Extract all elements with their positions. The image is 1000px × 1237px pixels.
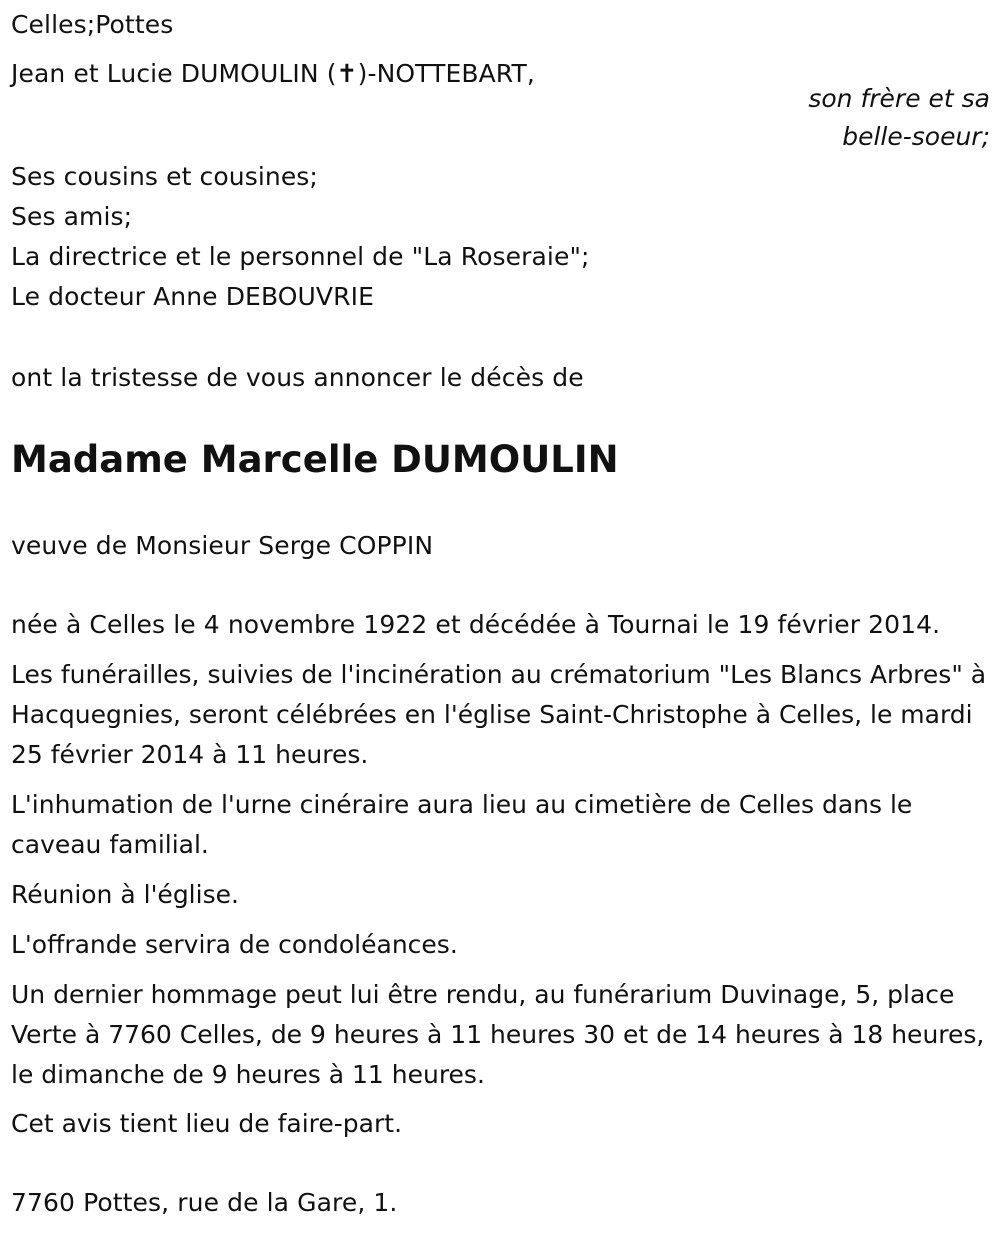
funeral-paragraph: Les funérailles, suivies de l'incinération au crématorium "Les Blancs Arbres" à Hacquegnies, seront célébrées en l'église Saint-Christophe à Celles, le mardi 25 février 2014 à 11 heures. xyxy=(11,660,987,769)
places-heading: Celles;Pottes xyxy=(11,10,174,39)
address-line: 7760 Pottes, rue de la Gare, 1. xyxy=(11,1188,398,1217)
spouse-line: veuve de Monsieur Serge COPPIN xyxy=(11,531,434,560)
announcement-text: ont la tristesse de vous annoncer le décès de xyxy=(11,363,584,392)
burial-paragraph: L'inhumation de l'urne cinéraire aura lieu au cimetière de Celles dans le caveau familial. xyxy=(11,790,913,859)
offering-paragraph: L'offrande servira de condoléances. xyxy=(11,930,458,959)
relation-line-1: son frère et sa xyxy=(808,84,990,113)
mourner-cousins: Ses cousins et cousines; xyxy=(11,162,318,191)
mourner-roseraie-staff: La directrice et le personnel de "La Roseraie"; xyxy=(11,242,590,271)
meeting-paragraph: Réunion à l'église. xyxy=(11,880,239,909)
mourner-friends: Ses amis; xyxy=(11,202,133,231)
brother-names: Jean et Lucie DUMOULIN (✝)-NOTTEBART, xyxy=(11,59,535,88)
relation-line-2: belle-soeur; xyxy=(842,122,990,151)
notice-paragraph: Cet avis tient lieu de faire-part. xyxy=(11,1109,403,1138)
deceased-name: Madame Marcelle DUMOULIN xyxy=(11,438,619,481)
mourner-doctor: Le docteur Anne DEBOUVRIE xyxy=(11,282,374,311)
tribute-paragraph: Un dernier hommage peut lui être rendu, au funérarium Duvinage, 5, place Verte à 7760 Celles, de 9 heures à 11 heures 30 et de 14 heures à 18 heures, le dimanche de 9 heures à 11 heures. xyxy=(11,980,985,1089)
birth-death-line: née à Celles le 4 novembre 1922 et décédée à Tournai le 19 février 2014. xyxy=(11,610,941,639)
